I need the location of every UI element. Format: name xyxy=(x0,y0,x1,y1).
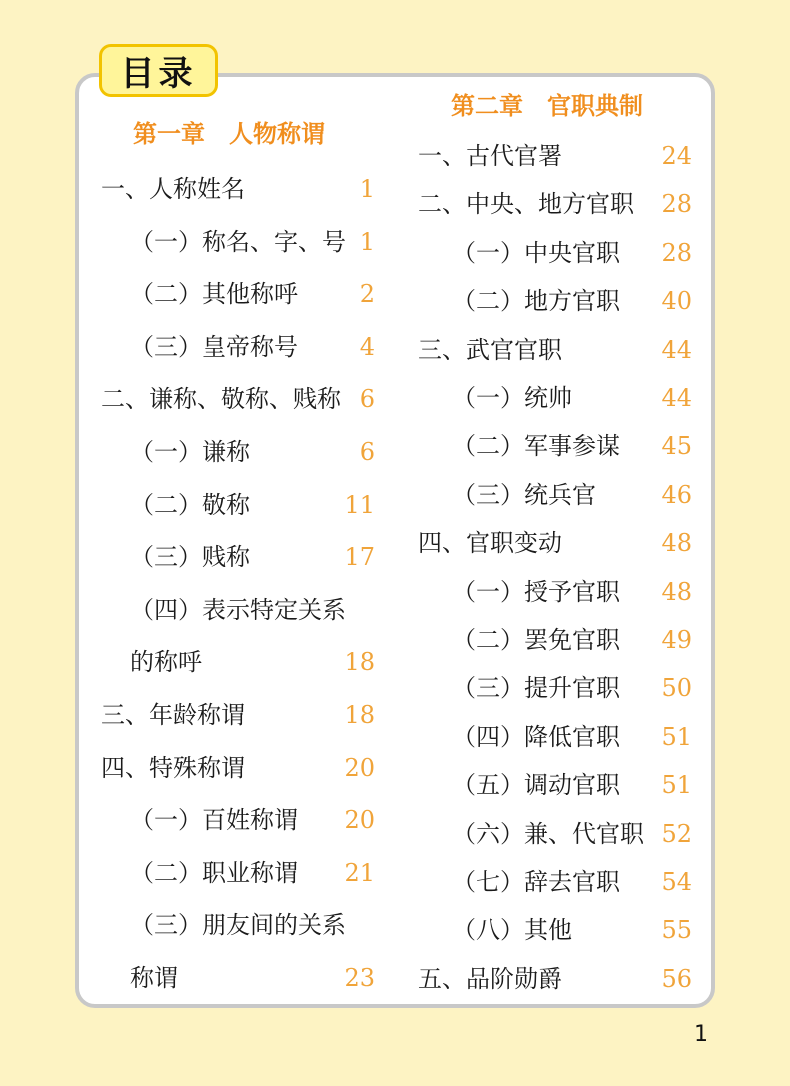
chapter1-name: 人物称谓 xyxy=(229,120,325,148)
toc-entry[interactable]: 二、中央、地方官职 xyxy=(418,190,634,219)
toc-entry[interactable]: （六）兼、代官职 xyxy=(452,819,644,848)
toc-entry[interactable]: （二）地方官职 xyxy=(452,287,620,316)
toc-page-number: 1 xyxy=(359,227,375,256)
toc-entry[interactable]: （七）辞去官职 xyxy=(452,868,620,896)
toc-entry[interactable]: （一）中央官职 xyxy=(452,238,620,267)
toc-page-number: 4 xyxy=(359,332,375,361)
toc-entry[interactable]: 三、武官官职 xyxy=(418,335,562,364)
toc-entry[interactable]: 一、人称姓名 xyxy=(101,175,245,203)
toc-page-number: 21 xyxy=(344,858,375,887)
toc-entry[interactable]: （三）贱称 xyxy=(130,543,250,572)
toc-page-number: 56 xyxy=(661,964,692,993)
toc-entry[interactable]: （二）敬称 xyxy=(130,490,250,519)
toc-page-number: 40 xyxy=(661,287,692,316)
toc-page-number: 49 xyxy=(661,626,692,654)
toc-entry[interactable]: （四）降低官职 xyxy=(452,722,620,751)
toc-page-number: 28 xyxy=(661,190,692,219)
toc-page-number: 52 xyxy=(661,819,692,848)
toc-page-number: 17 xyxy=(344,543,375,572)
toc-page-number: 44 xyxy=(661,384,692,412)
toc-entry[interactable]: （一）称名、字、号 xyxy=(130,227,346,256)
toc-page-number: 18 xyxy=(344,701,375,729)
toc-entry[interactable]: 三、年龄称谓 xyxy=(101,701,245,729)
toc-entry[interactable]: （二）职业称谓 xyxy=(130,858,298,887)
toc-page-number: 54 xyxy=(661,868,692,896)
toc-entry[interactable]: （一）谦称 xyxy=(130,438,250,466)
toc-entry[interactable]: （一）统帅 xyxy=(452,384,572,412)
toc-entry[interactable]: 五、品阶勋爵 xyxy=(418,964,562,993)
toc-page-number: 51 xyxy=(661,722,692,751)
toc-entry[interactable]: 四、官职变动 xyxy=(418,529,562,558)
toc-entry[interactable]: 二、谦称、敬称、贱称 xyxy=(101,385,341,414)
toc-page-number: 18 xyxy=(344,648,375,677)
toc-page-number: 55 xyxy=(661,916,692,945)
page-number: 1 xyxy=(694,1022,708,1047)
toc-page-number: 24 xyxy=(661,142,692,170)
toc-entry[interactable]: （三）统兵官 xyxy=(452,480,596,509)
toc-entry[interactable]: （八）其他 xyxy=(452,916,572,945)
toc-entry[interactable]: （三）朋友间的关系 xyxy=(130,911,346,940)
toc-page-number: 1 xyxy=(359,175,375,203)
toc-page-number: 6 xyxy=(359,385,375,414)
toc-entry[interactable]: （二）其他称呼 xyxy=(130,280,298,309)
toc-entry[interactable]: （三）皇帝称号 xyxy=(130,332,298,361)
toc-page-number: 11 xyxy=(344,490,375,519)
toc-entry[interactable]: （一）授予官职 xyxy=(452,577,620,606)
toc-page-number: 20 xyxy=(344,806,375,835)
toc-page-number: 48 xyxy=(661,529,692,558)
toc-page-number: 6 xyxy=(359,438,375,466)
toc-page-number: 44 xyxy=(661,335,692,364)
toc-page-number: 45 xyxy=(661,432,692,461)
toc-entry[interactable]: （五）调动官职 xyxy=(452,771,620,800)
toc-entry[interactable]: （一）百姓称谓 xyxy=(130,806,298,835)
toc-entry[interactable]: （二）罢免官职 xyxy=(452,626,620,654)
toc-page-number: 50 xyxy=(661,674,692,703)
chapter2-name: 官职典制 xyxy=(547,92,643,120)
toc-page-number: 51 xyxy=(661,771,692,800)
chapter2-label: 第二章 xyxy=(451,92,523,120)
toc-page-number: 23 xyxy=(344,964,375,992)
toc-entry[interactable]: 四、特殊称谓 xyxy=(101,753,245,782)
toc-page-number: 28 xyxy=(661,238,692,267)
chapter1-heading xyxy=(133,122,325,146)
chapter2-heading xyxy=(451,94,643,118)
chapter1-label: 第一章 xyxy=(133,120,205,148)
toc-title: 目录 xyxy=(99,44,218,97)
toc-entry[interactable]: （三）提升官职 xyxy=(452,674,620,703)
toc-page-number: 48 xyxy=(661,577,692,606)
toc-page-number: 46 xyxy=(661,480,692,509)
toc-entry[interactable]: （四）表示特定关系 xyxy=(130,595,346,624)
toc-entry[interactable]: 一、古代官署 xyxy=(418,142,562,170)
toc-page-number: 20 xyxy=(344,753,375,782)
toc-entry[interactable]: 的称呼 xyxy=(130,648,202,677)
toc-page-number: 2 xyxy=(359,280,375,309)
toc-entry[interactable]: 称谓 xyxy=(130,964,178,992)
toc-entry[interactable]: （二）军事参谋 xyxy=(452,432,620,461)
